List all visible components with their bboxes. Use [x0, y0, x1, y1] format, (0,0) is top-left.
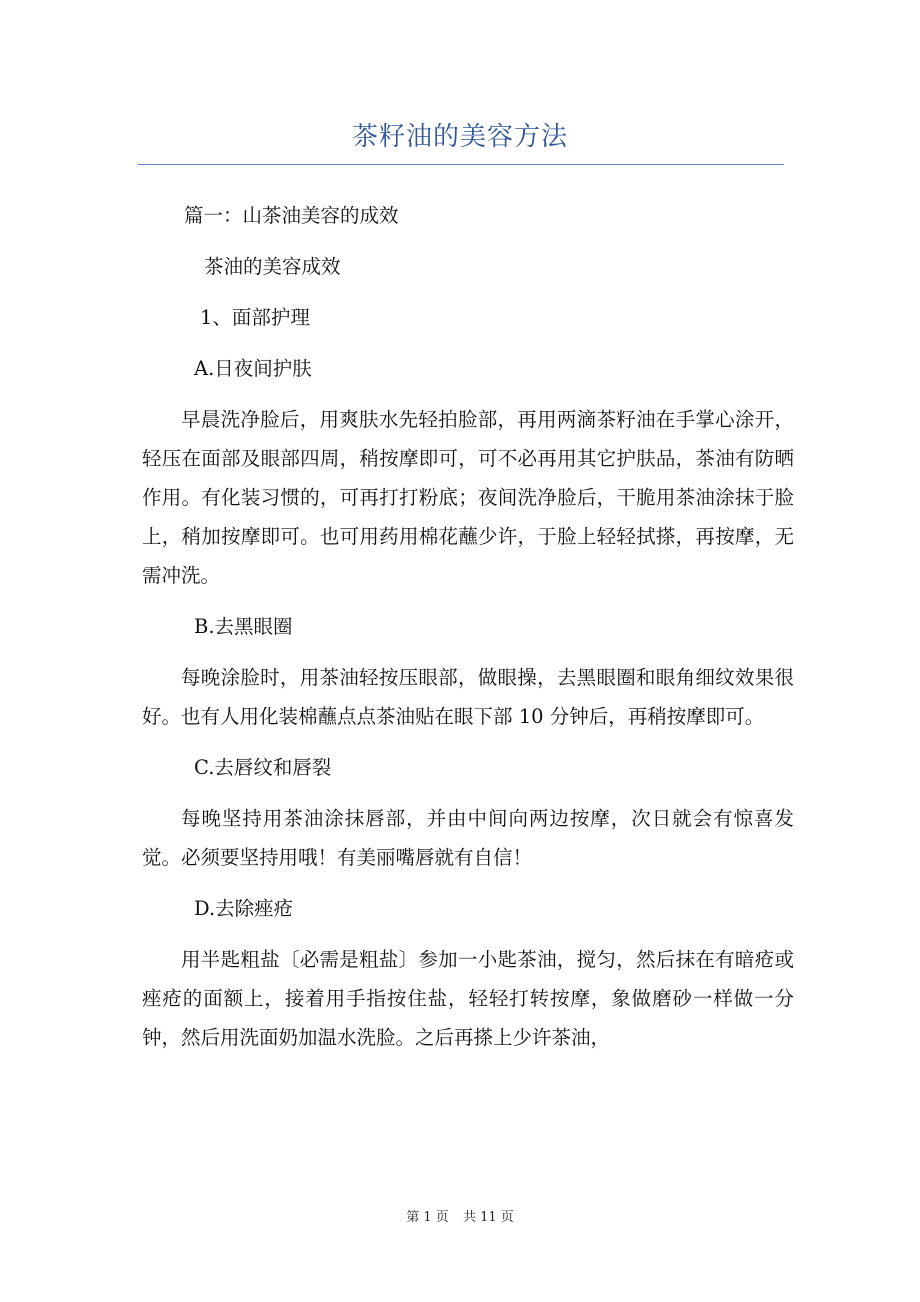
document-title: 茶籽油的美容方法	[351, 122, 568, 152]
page-footer	[0, 1206, 920, 1225]
paragraph-d: 用半匙粗盐〔必需是粗盐〕参加一小匙茶油，搅匀，然后抹在有暗疮或痤疮的面额上，接着用手指按住盐，轻轻打转按摩，象做磨砂一样做一分钟，然后用洗面奶加温水洗脸。之后再搽上少许茶油，	[142, 948, 794, 1049]
heading-chapter: 篇一：山茶油美容的成效	[184, 204, 399, 227]
page-total: 共 11 页	[462, 1210, 514, 1225]
paragraph-a: 早晨洗净脸后，用爽肤水先轻拍脸部，再用两滴茶籽油在手掌心涂开，轻压在面部及眼部四周，稍按摩即可，可不必再用其它护肤品，茶油有防晒作用。有化装习惯的，可再打打粉底；夜间洗净脸后，干脆用茶油涂抹于脸上，稍加按摩即可。也可用药用棉花蘸少许，于脸上轻轻拭搽，再按摩，无需冲洗。	[142, 408, 794, 587]
paragraph-b: 每晚涂脸时，用茶油轻按压眼部，做眼操，去黑眼圈和眼角细纹效果很好。也有人用化装棉蘸点点茶油贴在眼下部 10 分钟后，再稍按摩即可。	[142, 666, 794, 728]
item-heading-a: A.日夜间护肤	[194, 357, 312, 380]
heading-section: 茶油的美容成效	[204, 255, 341, 278]
heading-subsection: 1、面部护理	[200, 306, 310, 329]
paragraph-c: 每晚坚持用茶油涂抹唇部，并由中间向两边按摩，次日就会有惊喜发觉。必须要坚持用哦！有美丽嘴唇就有自信！	[142, 807, 794, 869]
item-heading-d: D.去除痤疮	[194, 897, 294, 920]
page-number: 第 1 页	[406, 1210, 449, 1225]
title-divider	[138, 164, 784, 165]
document-body	[142, 196, 794, 1069]
item-heading-b: B.去黑眼圈	[194, 615, 293, 638]
item-heading-c: C.去唇纹和唇裂	[194, 756, 332, 779]
